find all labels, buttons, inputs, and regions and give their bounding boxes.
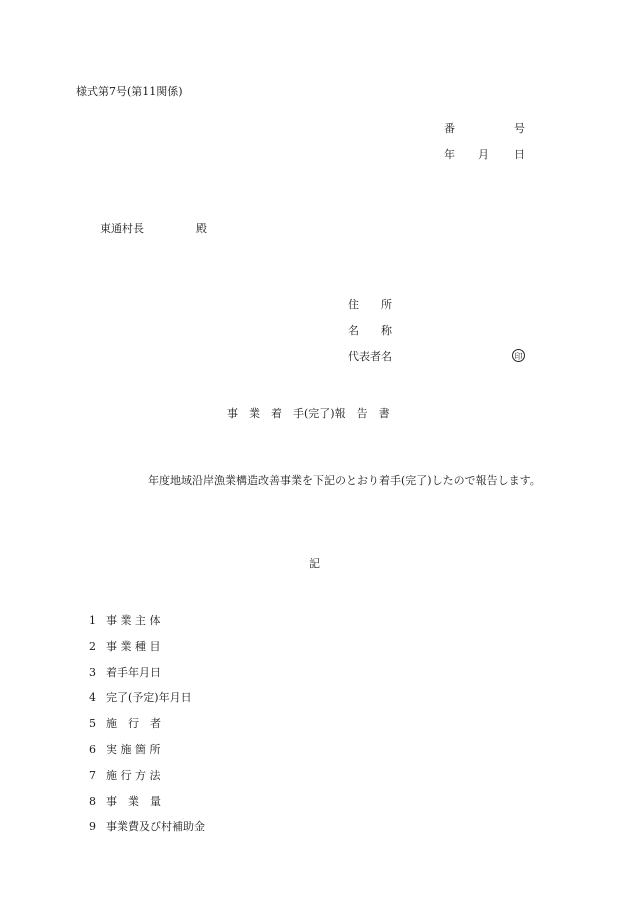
item-number: 5	[89, 717, 96, 731]
date-year: 年	[444, 148, 455, 161]
item-label: 施 行 方 法	[106, 768, 161, 782]
list-item	[89, 717, 205, 743]
item-label: 完了(予定)年月日	[106, 691, 192, 705]
item-number: 4	[89, 691, 96, 705]
item-label: 事 業 種 目	[106, 639, 161, 653]
form-id: 様式第7号(第11関係)	[76, 85, 183, 98]
addressee: 東通村長	[100, 222, 144, 235]
item-list	[89, 614, 205, 846]
ki-heading: 記	[309, 557, 320, 570]
date-month: 月	[478, 148, 489, 161]
item-number: 1	[89, 614, 96, 627]
number-suffix: 号	[514, 122, 525, 135]
item-label: 事 業 量	[106, 794, 161, 808]
addressee-title: 殿	[196, 222, 207, 235]
item-number: 2	[89, 639, 96, 653]
list-item	[89, 769, 205, 795]
item-number: 7	[89, 768, 96, 782]
item-label: 施 行 者	[106, 717, 161, 731]
date-day: 日	[514, 148, 525, 161]
representative-label: 代表者名	[348, 350, 392, 363]
list-item	[89, 640, 205, 666]
seal-icon: 印	[512, 349, 525, 362]
item-label: 事業費及び村補助金	[106, 820, 205, 834]
number-label: 番	[444, 122, 455, 135]
list-item	[89, 820, 205, 846]
list-item	[89, 691, 205, 717]
item-number: 3	[89, 665, 96, 679]
item-number: 6	[89, 742, 96, 756]
list-item	[89, 614, 205, 640]
item-label: 事 業 主 体	[106, 614, 161, 627]
address-label: 住 所	[348, 298, 392, 311]
item-number: 9	[89, 820, 96, 834]
name-label: 名 称	[348, 324, 392, 337]
item-label: 実 施 箇 所	[106, 742, 161, 756]
document-title: 事 業 着 手(完了)報 告 書	[227, 407, 390, 420]
item-number: 8	[89, 794, 96, 808]
body-text: 年度地域沿岸漁業構造改善事業を下記のとおり着手(完了)したので報告します。	[148, 474, 541, 487]
item-label: 着手年月日	[106, 665, 161, 679]
list-item	[89, 743, 205, 769]
list-item	[89, 795, 205, 821]
list-item	[89, 666, 205, 692]
